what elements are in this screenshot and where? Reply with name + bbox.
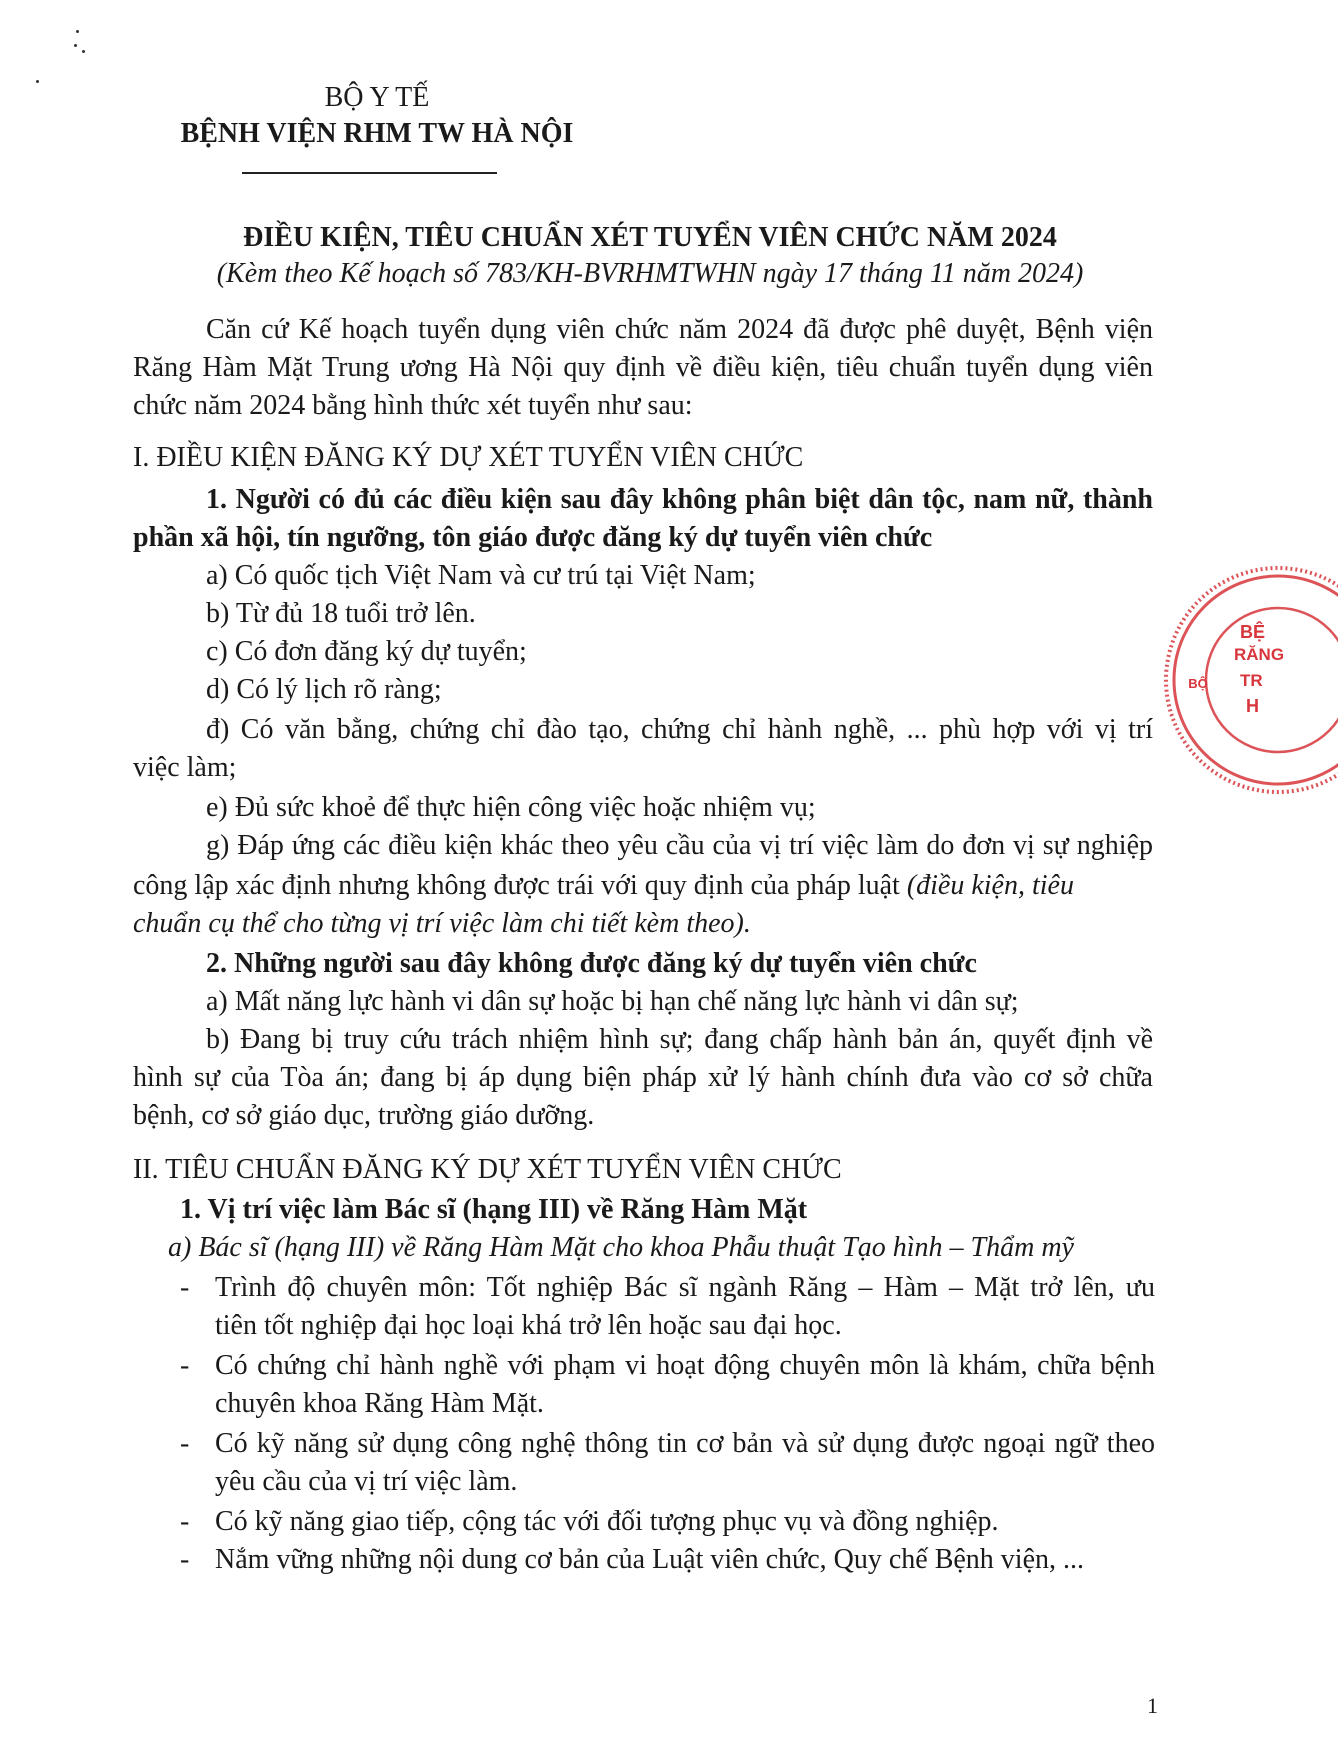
bullet-2-line-2: chuyên khoa Răng Hàm Mặt. [215,1388,544,1419]
condition-c: c) Có đơn đăng ký dự tuyển; [206,636,527,667]
bullet-dash: - [180,1428,190,1459]
bullet-1-line-2: tiên tốt nghiệp đại học loại khá trở lên hoặc sau đại học. [215,1310,842,1341]
exclusion-a: a) Mất năng lực hành vi dân sự hoặc bị hạn chế năng lực hành vi dân sự; [206,986,1019,1017]
hospital-name: BỆNH VIỆN RHM TW HÀ NỘI [180,118,574,149]
exclusion-b-line-1: b) Đang bị truy cứu trách nhiệm hình sự; đang chấp hành bản án, quyết định về [206,1024,1153,1055]
bullet-dash: - [180,1544,190,1575]
bullet-4: Có kỹ năng giao tiếp, cộng tác với đối tượng phục vụ và đồng nghiệp. [215,1506,999,1537]
condition-g-line-3: chuẩn cụ thể cho từng vị trí việc làm chi tiết kèm theo). [133,908,751,939]
condition-g-line-2-regular: công lập xác định nhưng không được trái với quy định của pháp luật [133,870,907,901]
bullet-3-line-1: Có kỹ năng sử dụng công nghệ thông tin cơ bản và sử dụng được ngoại ngữ theo [215,1428,1155,1459]
bullet-dash: - [180,1350,190,1381]
bullet-dash: - [180,1272,190,1303]
intro-line-1: Căn cứ Kế hoạch tuyển dụng viên chức năm 2024 đã được phê duyệt, Bệnh viện [206,314,1153,345]
official-seal [1158,560,1338,800]
seal-line-2: RĂNG [1234,645,1285,664]
condition-d: d) Có lý lịch rõ ràng; [206,674,442,705]
condition-a: a) Có quốc tịch Việt Nam và cư trú tại Việt Nam; [206,560,756,591]
intro-line-2: Răng Hàm Mặt Trung ương Hà Nội quy định về điều kiện, tiêu chuẩn tuyển dụng viên [133,352,1153,383]
condition-g-line-2-italic: (điều kiện, tiêu [906,870,1074,901]
seal-line-1: BỆ [1240,622,1266,642]
scan-specks [34,22,94,92]
condition-dd-line-1: đ) Có văn bằng, chứng chỉ đào tạo, chứng chỉ hành nghề, ... phù hợp với vị trí [206,714,1153,745]
bullet-1-line-1: Trình độ chuyên môn: Tốt nghiệp Bác sĩ ngành Răng – Hàm – Mặt trở lên, ưu [215,1272,1155,1303]
condition-dd-line-2: việc làm; [133,752,237,783]
condition-g-line-2 [133,868,1153,904]
seal-line-3: TR [1240,671,1263,690]
bullet-dash: - [180,1506,190,1537]
condition-g-line-1: g) Đáp ứng các điều kiện khác theo yêu cầu của vị trí việc làm do đơn vị sự nghiệp [206,830,1153,861]
position-1-sub-a: a) Bác sĩ (hạng III) về Răng Hàm Mặt cho khoa Phẫu thuật Tạo hình – Thẩm mỹ [168,1232,1074,1263]
section-1-1-line-1: 1. Người có đủ các điều kiện sau đây không phân biệt dân tộc, nam nữ, thành [206,484,1153,515]
section-2-heading: II. TIÊU CHUẨN ĐĂNG KÝ DỰ XÉT TUYỂN VIÊN CHỨC [133,1154,842,1185]
document-subtitle: (Kèm theo Kế hoạch số 783/KH-BVRHMTWHN ngày 17 tháng 11 năm 2024) [216,258,1084,289]
ministry-name: BỘ Y TẾ [324,82,430,113]
bullet-2-line-1: Có chứng chỉ hành nghề với phạm vi hoạt động chuyên môn là khám, chữa bệnh [215,1350,1155,1381]
intro-line-3: chức năm 2024 bằng hình thức xét tuyển như sau: [133,390,693,421]
section-1-2-heading: 2. Những người sau đây không được đăng ký dự tuyển viên chức [206,948,977,979]
bullet-3-line-2: yêu cầu của vị trí việc làm. [215,1466,518,1497]
bullet-5: Nắm vững những nội dung cơ bản của Luật viên chức, Quy chế Bệnh viện, ... [215,1544,1085,1575]
page-number: 1 [1147,1693,1158,1718]
section-1-1-line-2: phần xã hội, tín ngưỡng, tôn giáo được đăng ký dự tuyển viên chức [133,522,933,553]
exclusion-b-line-3: bệnh, cơ sở giáo dục, trường giáo dưỡng. [133,1100,595,1131]
seal-side-text: BỘ [1188,676,1208,691]
condition-e: e) Đủ sức khoẻ để thực hiện công việc hoặc nhiệm vụ; [206,792,816,823]
header-divider [242,172,497,174]
position-1-heading: 1. Vị trí việc làm Bác sĩ (hạng III) về Răng Hàm Mặt [180,1194,808,1225]
exclusion-b-line-2: hình sự của Tòa án; đang bị áp dụng biện pháp xử lý hành chính đưa vào cơ sở chữa [133,1062,1153,1093]
seal-line-4: H [1246,696,1259,716]
condition-b: b) Từ đủ 18 tuổi trở lên. [206,598,476,629]
section-1-heading: I. ĐIỀU KIỆN ĐĂNG KÝ DỰ XÉT TUYỂN VIÊN CHỨC [133,442,804,473]
document-title: ĐIỀU KIỆN, TIÊU CHUẨN XÉT TUYỂN VIÊN CHỨC NĂM 2024 [243,222,1057,253]
